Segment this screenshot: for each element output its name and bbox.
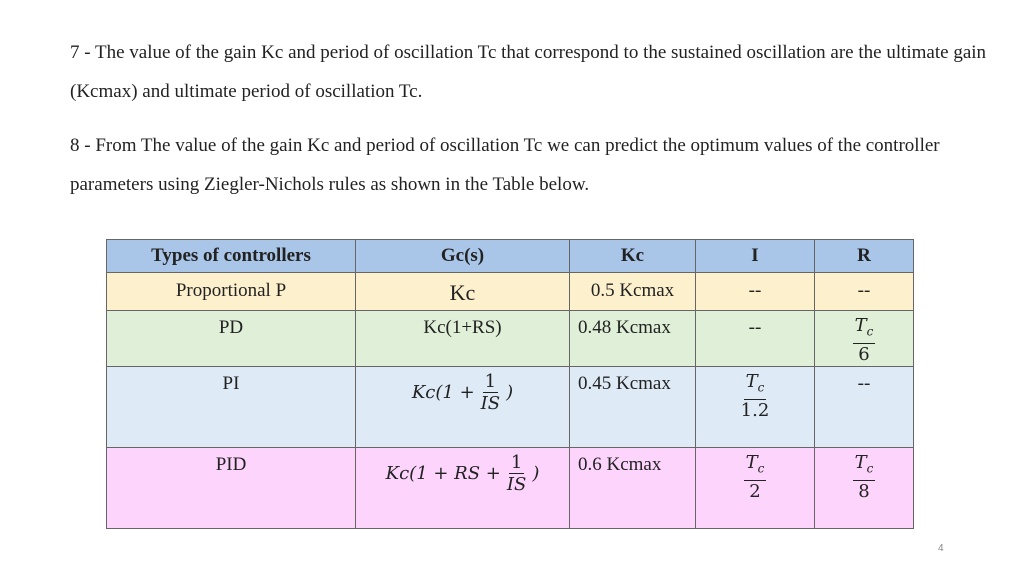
table-header-row xyxy=(107,240,914,273)
paragraph-8: 8 - From The value of the gain Kc and period of oscillation Tc we can predict the optimum values of the controller parameters using Ziegler-Nichols rules as shown in the Table below. xyxy=(70,135,940,195)
header-r: R xyxy=(815,240,914,273)
cell-gc xyxy=(356,367,570,448)
header-gc: Gc(s) xyxy=(356,240,570,273)
cell-i xyxy=(696,448,815,529)
header-kc: Kc xyxy=(570,240,696,273)
cell-type: PI xyxy=(107,367,356,448)
table-row-pd xyxy=(107,311,914,367)
cell-gc: Kc(1+RS) xyxy=(356,311,570,367)
table-row-proportional xyxy=(107,273,914,311)
cell-kc: 0.45 Kcmax xyxy=(570,367,696,448)
i-fraction: $\frac{T_c}{1.2}$ xyxy=(740,371,770,421)
cell-gc: Kc xyxy=(356,273,570,311)
cell-r xyxy=(815,311,914,367)
cell-i: -- xyxy=(696,273,815,311)
cell-r xyxy=(815,448,914,529)
ziegler-nichols-table xyxy=(106,239,914,529)
r-fraction: $\frac{T_c}{6}$ xyxy=(854,315,874,365)
table-row-pid xyxy=(107,448,914,529)
cell-r: -- xyxy=(815,367,914,448)
cell-kc: 0.48 Kcmax xyxy=(570,311,696,367)
cell-type: Proportional P xyxy=(107,273,356,311)
header-types: Types of controllers xyxy=(107,240,356,273)
cell-kc: 0.6 Kcmax xyxy=(570,448,696,529)
page-number: 4 xyxy=(938,543,944,554)
cell-kc: 0.5 Kcmax xyxy=(570,273,696,311)
cell-i xyxy=(696,367,815,448)
table-row-pi xyxy=(107,367,914,448)
i-fraction: $\frac{T_c}{2}$ xyxy=(745,452,765,502)
paragraph-7: 7 - The value of the gain Kc and period of oscillation Tc that correspond to the sustained oscillation are the ultimate gain (Kcmax) and ultimate period of oscillation Tc. xyxy=(70,42,987,102)
cell-r: -- xyxy=(815,273,914,311)
cell-type: PD xyxy=(107,311,356,367)
header-i: I xyxy=(696,240,815,273)
cell-type: PID xyxy=(107,448,356,529)
cell-gc xyxy=(356,448,570,529)
gc-formula: Kc(1 + RS + $\frac{1}{IS}$ ) xyxy=(385,452,540,495)
cell-i: -- xyxy=(696,311,815,367)
gc-formula: Kc(1 + $\frac{1}{IS}$ ) xyxy=(411,371,514,414)
r-fraction: $\frac{T_c}{8}$ xyxy=(854,452,874,502)
